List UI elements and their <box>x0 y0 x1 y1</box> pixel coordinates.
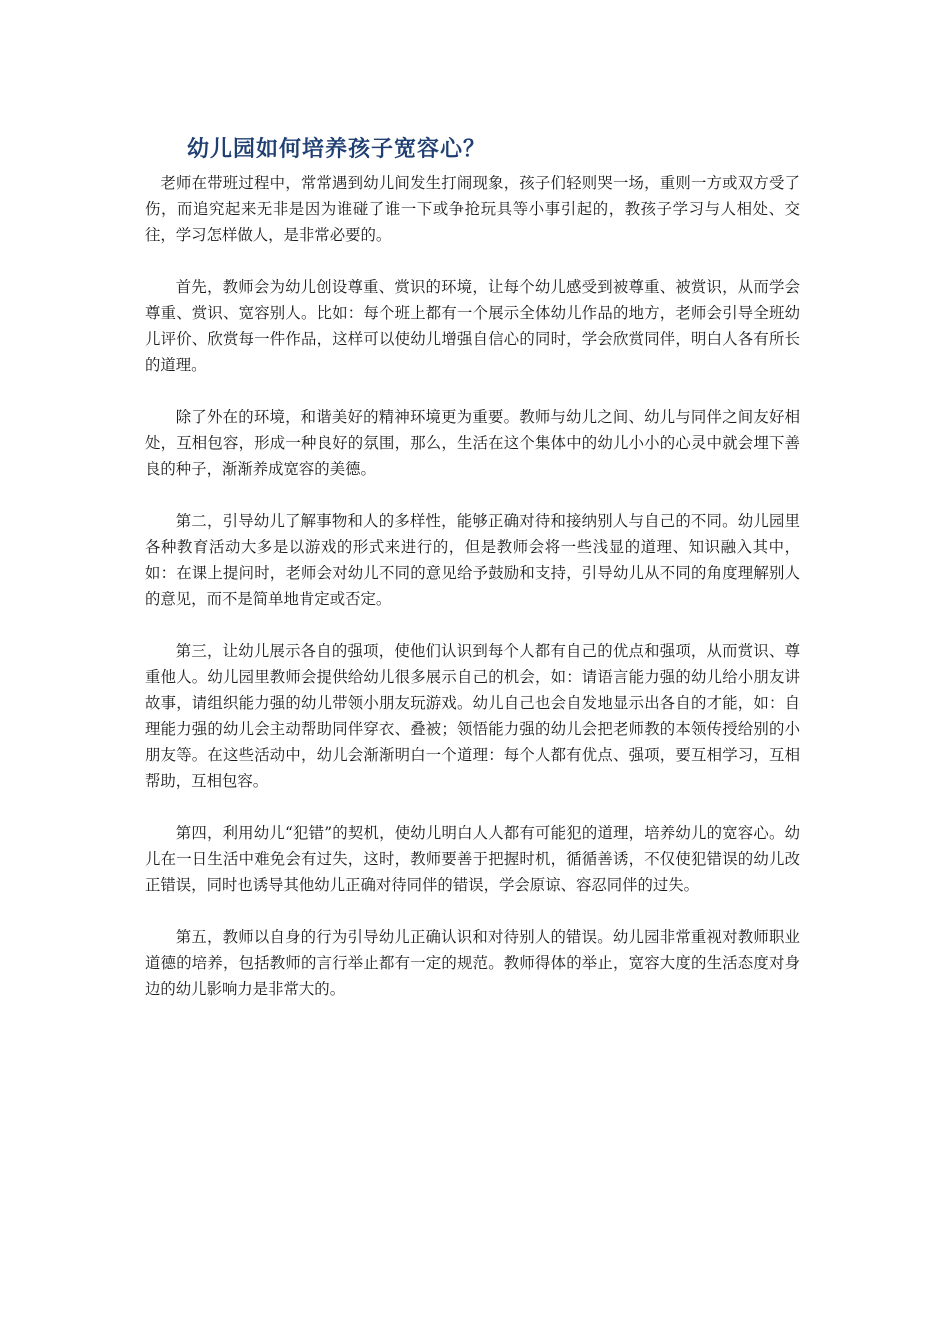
document-title: 幼儿园如何培养孩子宽容心？ <box>187 137 487 162</box>
paragraph-third-point: 第三，让幼儿展示各自的强项，使他们认识到每个人都有自己的优点和强项，从而赏识、尊重他人。幼儿园里教师会提供给幼儿很多展示自己的机会，如：请语言能力强的幼儿给小朋友讲故事，请组织能力强的幼儿带领小朋友玩游戏。幼儿自己也会自发地显示出各自的才能，如：自理能力强的幼儿会主动帮助同伴穿衣、叠被；领悟能力强的幼儿会把老师教的本领传授给别的小朋友等。在这些活动中，幼儿会渐渐明白一个道理：每个人都有优点、强项，要互相学习，互相帮助，互相包容。 <box>145 642 800 790</box>
paragraph-intro: 老师在带班过程中，常常遇到幼儿间发生打闹现象，孩子们轻则哭一场，重则一方或双方受了伤，而追究起来无非是因为谁碰了谁一下或争抢玩具等小事引起的，教孩子学习与人相处、交往，学习怎样做人，是非常必要的。 <box>145 174 800 244</box>
paragraph-environment: 除了外在的环境，和谐美好的精神环境更为重要。教师与幼儿之间、幼儿与同伴之间友好相处，互相包容，形成一种良好的氛围，那么，生活在这个集体中的幼儿小小的心灵中就会埋下善良的种子，渐渐养成宽容的美德。 <box>145 408 800 478</box>
document-body <box>145 170 800 1002</box>
paragraph-second-point: 第二，引导幼儿了解事物和人的多样性，能够正确对待和接纳别人与自己的不同。幼儿园里各种教育活动大多是以游戏的形式来进行的，但是教师会将一些浅显的道理、知识融入其中，如：在课上提问时，老师会对幼儿不同的意见给予鼓励和支持，引导幼儿从不同的角度理解别人的意见，而不是简单地肯定或否定。 <box>145 512 800 608</box>
paragraph-first-point: 首先，教师会为幼儿创设尊重、赏识的环境，让每个幼儿感受到被尊重、被赏识，从而学会尊重、赏识、宽容别人。比如：每个班上都有一个展示全体幼儿作品的地方，老师会引导全班幼儿评价、欣赏每一件作品，这样可以使幼儿增强自信心的同时，学会欣赏同伴，明白人各有所长的道理。 <box>145 278 800 374</box>
paragraph-fourth-point: 第四，利用幼儿“犯错”的契机，使幼儿明白人人都有可能犯的道理，培养幼儿的宽容心。幼儿在一日生活中难免会有过失，这时，教师要善于把握时机，循循善诱，不仅使犯错误的幼儿改正错误，同时也诱导其他幼儿正确对待同伴的错误，学会原谅、容忍同伴的过失。 <box>145 824 800 894</box>
paragraph-fifth-point: 第五，教师以自身的行为引导幼儿正确认识和对待别人的错误。幼儿园非常重视对教师职业道德的培养，包括教师的言行举止都有一定的规范。教师得体的举止，宽容大度的生活态度对身边的幼儿影响力是非常大的。 <box>145 928 800 998</box>
